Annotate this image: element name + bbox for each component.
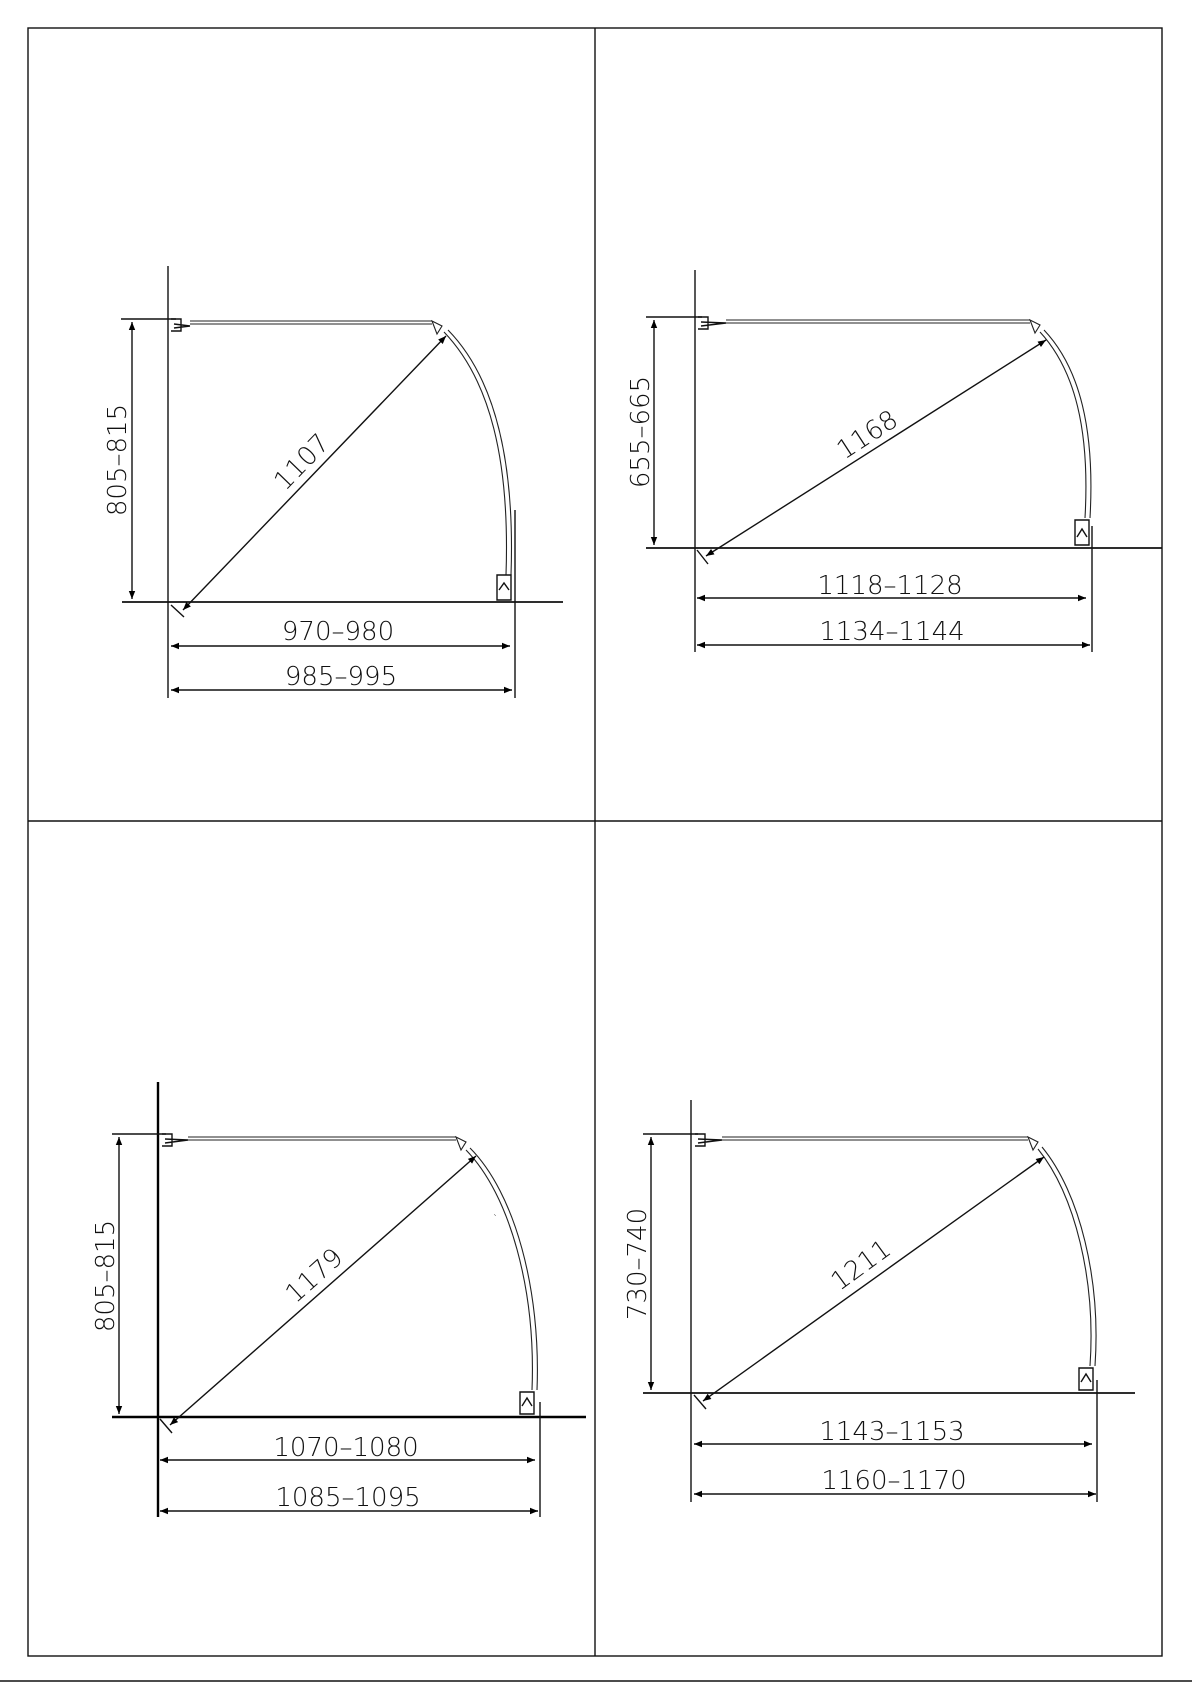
wall-bracket-icon [695,1134,722,1146]
diagonal-dimension-line [183,336,446,610]
width-outer-label: 1134–1144 [819,617,965,647]
diagonal-label: 1179 [280,1242,350,1310]
height-label: 730–740 [623,1207,653,1321]
diagonal-label: 1211 [825,1233,897,1298]
width-inner-label: 970–980 [281,617,395,647]
width-outer-label: 1160–1170 [821,1466,967,1496]
width-inner-label: 1118–1128 [817,571,963,601]
wall-bracket-icon [171,319,190,331]
diagonal-label: 1107 [268,428,337,497]
drawing-bottom-left [91,1082,586,1517]
width-inner-label: 1143–1153 [819,1417,965,1447]
drawing-top-left [103,266,563,698]
height-label: 805–815 [103,403,133,517]
width-outer-label: 985–995 [284,662,398,692]
wall-bracket-icon [698,317,726,329]
diagonal-dimension-line [706,340,1046,556]
floor-bracket-icon [497,575,511,600]
width-inner-label: 1070–1080 [273,1433,419,1463]
wall-bracket-icon [162,1134,188,1146]
diagonal-dimension-line [170,1156,476,1425]
height-label: 805–815 [91,1219,121,1333]
drawing-top-right [626,270,1162,652]
floor-bracket-icon [520,1392,534,1414]
stray-mark: ` [493,1214,498,1225]
width-outer-label: 1085–1095 [275,1483,421,1513]
drawing-bottom-right [623,1100,1135,1502]
height-label: 655–665 [626,375,656,489]
floor-bracket-icon [1079,1368,1093,1390]
diagonal-dimension-line [703,1157,1044,1401]
floor-bracket-icon [1075,520,1089,545]
diagonal-label: 1168 [831,404,904,466]
